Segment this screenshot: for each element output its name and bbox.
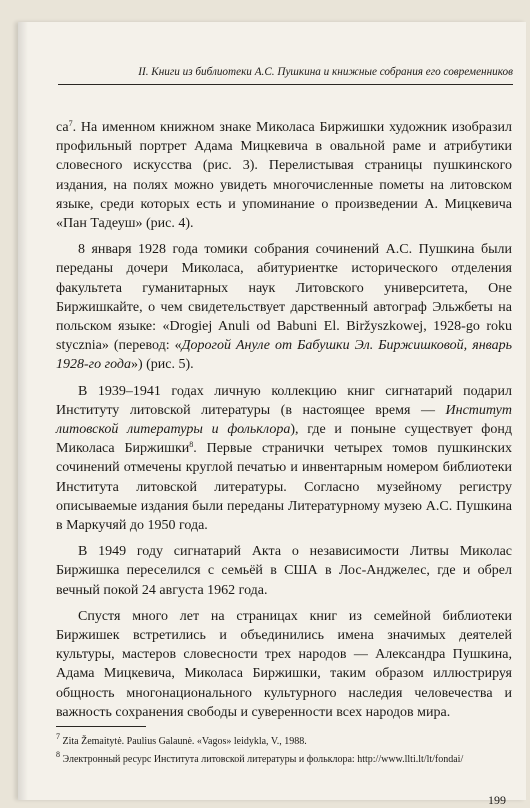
paragraph-3-text: В 1939–1941 годах личную коллекцию книг сигнатарий подарил Институту литовской литературы (в настоящее время — (56, 383, 512, 418)
paragraph-5: Спустя много лет на страницах книг из семейной библиотеки Биржишек встретились и объединились имена значимых деятелей культуры, мастеров словесности трех народов — Александра Пушкина, Адама Мицкевича, Миколаса Биржишки, таким образом иллюстрируя общность многонационального культурного наследия человечества и важность сохранения свободы и суверенности всех народов мира. (56, 608, 512, 720)
paragraph-3 (56, 382, 512, 536)
footnote-ref-7: 7 (68, 119, 73, 128)
page-number: 199 (488, 793, 506, 807)
paragraph-2-italic: Дорогой Ануле от Бабушки Эл. Биржишковой, январь 1928-го года (56, 338, 512, 373)
footnote-7-number: 7 (56, 732, 60, 741)
spine-shadow (18, 22, 28, 800)
footnote-8-text: Электронный ресурс Института литовской литературы и фольклора: http://www.llti.lt/lt/fondai/ (62, 754, 464, 765)
book-page (18, 22, 526, 807)
footnote-8 (56, 752, 516, 767)
paragraph-3-italic: Институт литовской литературы и фольклора (56, 402, 512, 438)
body-text (56, 118, 512, 729)
paragraph-4: В 1949 году сигнатарий Акта о независимости Литвы Миколас Биржишка переселился с семьёй в США в Лос-Анджелес, где и обрел вечный покой 24 августа 1962 года. (56, 544, 512, 598)
footnotes (56, 734, 516, 770)
paragraph-1 (56, 118, 512, 233)
paragraph-1-text: . На именном книжном знаке Миколаса Биржишки художник изобразил профильный портрет Адама Мицкевича в овальной раме и атрибутики словесного искусства (рис. 3). Перелистывая страницы пушкинского издания, на полях можно увидеть многочисленные пометы на литовском языке, среди которых есть и упоминание о произведении А. Мицкевича «Пан Тадеуш» (рис. 4). (56, 120, 512, 232)
paragraph-2-text: 8 января 1928 года томики собрания сочинений А.С. Пушкина были переданы дочери Миколаса, абитуриентке исторического отделения факультета гуманитарных наук Литовского университета, Оне Биржишкайте, о чем свидетельствует дарственный автограф Эльжбеты на польском языке: «Drogiej Anuli od Babuni El. Biržyszkowej, 1928-go roku stycznia» (перевод: « (56, 242, 512, 354)
paragraph-3-middle: ), где и поныне существует фонд Миколаса Биржишки (56, 422, 512, 457)
paragraph-3-end: . Первые странички четырех томов пушкинских сочинений отмечены круглой печатью и инвентарным номером библиотеки Института литовской литературы. Согласно музейному регистру описываемые издания были переданы Литературному музею А.С. Пушкина в Маркучяй до 1950 года. (56, 441, 512, 534)
paragraph-1-start: са (56, 120, 69, 135)
header-rule (58, 84, 513, 85)
footnote-8-number: 8 (56, 750, 60, 759)
paragraph-2-end: ») (рис. 5). (130, 357, 194, 373)
footnote-7-text: Zita Žemaitytė. Paulius Galaunė. «Vagos» leidykla, V., 1988. (62, 736, 307, 747)
running-head: II. Книги из библиотеки А.С. Пушкина и книжные собрания его современников (138, 66, 513, 78)
footnote-rule (56, 726, 146, 727)
footnote-7 (56, 734, 516, 749)
paragraph-2 (56, 240, 512, 374)
footnote-ref-8: 8 (189, 440, 194, 450)
